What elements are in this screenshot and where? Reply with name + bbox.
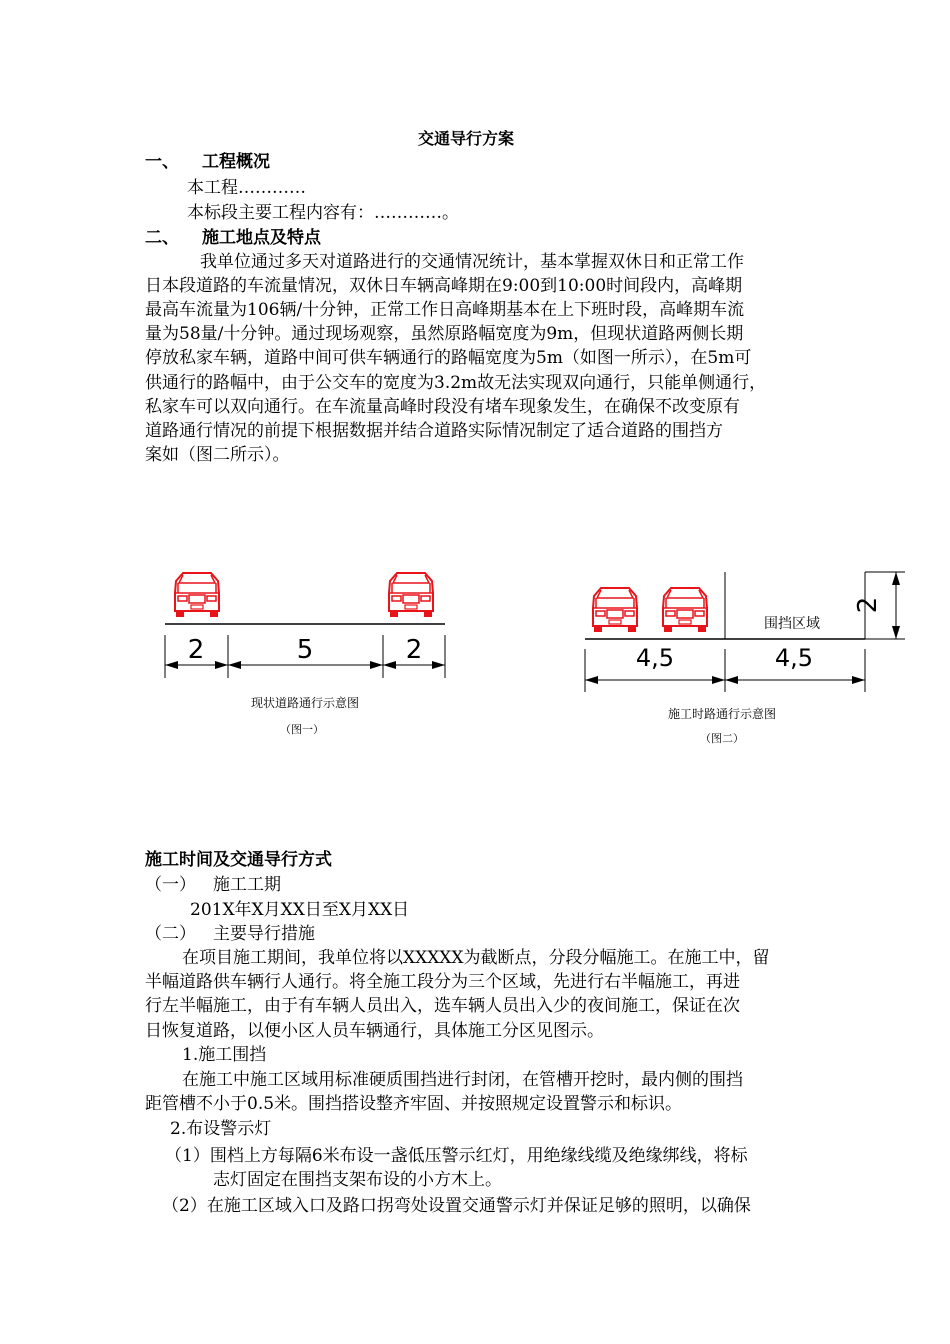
section-2-para-line: 道路通行情况的前提下根据数据并结合道路实际情况制定了适合道路的围挡方 — [145, 421, 723, 441]
item-1-para-line: 在施工中施工区域用标准硬质围挡进行封闭，在管槽开挖时，最内侧的围挡 — [182, 1070, 743, 1090]
fig2-label: （图二） — [700, 732, 744, 745]
item-2-sub-1-line: 志灯固定在围挡支架布设的小方木上。 — [213, 1170, 502, 1190]
item-2-sub-1-line: （1）围档上方每隔6米布设一盏低压警示红灯，用绝缘线缆及绝缘绑线，将标 — [165, 1146, 748, 1166]
section-3-heading: 施工时间及交通导行方式 — [145, 850, 332, 870]
fig2-dim-label: 4,5 — [635, 644, 675, 672]
subsection-1-number: （一） — [145, 875, 196, 895]
construction-period: 201X年X月XX日至X月XX日 — [190, 900, 410, 920]
car-icon — [175, 573, 219, 617]
fig2-dim-label: 4,5 — [774, 644, 814, 672]
subsection-2-para-line: 在项目施工期间，我单位将以XXXXX为截断点，分段分幅施工。在施工中，留 — [182, 948, 770, 968]
car-icon — [389, 573, 433, 617]
item-1-para-line: 距管槽不小于0.5米。围挡搭设整齐牢固、并按照规定设置警示和标识。 — [145, 1094, 683, 1114]
figure-2 — [585, 572, 905, 745]
subsection-2-label: 主要导行措施 — [213, 924, 315, 944]
fig1-label: （图一） — [280, 723, 324, 736]
car-icon — [663, 588, 707, 632]
section-2-heading: 施工地点及特点 — [202, 228, 321, 248]
subsection-1-label: 施工工期 — [213, 875, 281, 895]
figure-1 — [165, 573, 445, 736]
fig2-height-label: 2 — [853, 596, 883, 614]
fig1-dim-label: 2 — [187, 635, 205, 665]
section-2-para-line: 供通行的路幅中，由于公交车的宽度为3.2m故无法实现双向通行，只能单侧通行， — [145, 373, 767, 393]
item-2-title: 2.布设警示灯 — [170, 1119, 272, 1139]
subsection-2-number: （二） — [145, 924, 196, 944]
section-1-heading: 工程概况 — [202, 152, 270, 172]
fig2-zone-label: 围挡区域 — [764, 616, 820, 632]
section-2-para-line: 案如（图二所示）。 — [145, 445, 290, 465]
traffic-diagrams — [0, 540, 950, 760]
section-2-number: 二、 — [145, 228, 179, 248]
item-2-sub-2-line: （2）在施工区域入口及路口拐弯处设置交通警示灯并保证足够的照明，以确保 — [162, 1196, 751, 1216]
fig2-caption: 施工时路通行示意图 — [667, 707, 777, 721]
section-2-para-line: 私家车可以双向通行。在车流量高峰时段没有堵车现象发生，在确保不改变原有 — [145, 397, 740, 417]
fig1-dim-label: 2 — [405, 635, 423, 665]
car-icon — [593, 588, 637, 632]
subsection-2-para-line: 行左半幅施工，由于有车辆人员出入，选车辆人员出入少的夜间施工，保证在次 — [145, 996, 740, 1016]
section-2-para-line: 最高车流量为106辆/十分钟，正常工作日高峰期基本在上下班时段，高峰期车流 — [145, 300, 745, 320]
page-title: 交通导行方案 — [418, 129, 515, 148]
fig1-dim-label: 5 — [296, 635, 314, 665]
fig1-caption: 现状道路通行示意图 — [250, 696, 360, 710]
subsection-2-para-line: 日恢复道路，以便小区人员车辆通行，具体施工分区见图示。 — [145, 1021, 604, 1041]
item-1-title: 1.施工围挡 — [182, 1045, 267, 1065]
section-2-para-line: 我单位通过多天对道路进行的交通情况统计，基本掌握双休日和正常工作 — [200, 252, 744, 272]
section-2-para-line: 日本段道路的车流量情况，双休日车辆高峰期在9:00到10:00时间段内，高峰期 — [145, 276, 743, 296]
section-2-para-line: 量为58量/十分钟。通过现场观察，虽然原路幅宽度为9m，但现状道路两侧长期 — [145, 324, 744, 344]
section-1-line-2: 本标段主要工程内容有：…………。 — [187, 203, 459, 223]
section-2-para-line: 停放私家车辆，道路中间可供车辆通行的路幅宽度为5m（如图一所示），在5m可 — [145, 348, 752, 368]
section-1-number: 一、 — [145, 152, 179, 172]
subsection-2-para-line: 半幅道路供车辆行人通行。将全施工段分为三个区域，先进行右半幅施工，再进 — [145, 972, 740, 992]
section-1-line-1: 本工程………… — [187, 178, 306, 198]
